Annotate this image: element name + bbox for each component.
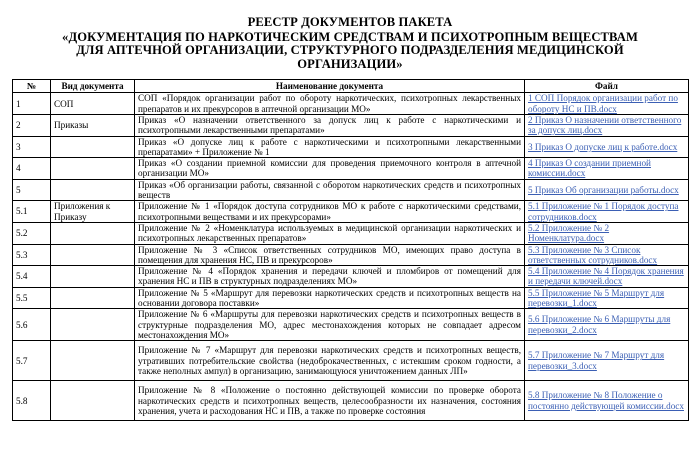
row-document-type [51,244,135,266]
row-number: 5.1 [13,201,51,223]
table-row [13,266,689,288]
row-document-name: Приложение № 5 «Маршрут для перевозки наркотических средств и психотропных веществ на основании договора поставки» [135,287,525,309]
row-document-type: Приложения к Приказу [51,201,135,223]
file-link-text[interactable]: 5.7 Приложение № 7 Маршрут для перевозки_3.docx [528,350,665,371]
registry-table-body [13,93,689,421]
row-number: 2 [13,114,51,136]
row-number: 5.8 [13,381,51,421]
file-link-text[interactable]: 5.2 Приложение № 2 Номенклатура.docx [528,222,610,244]
row-number: 5.3 [13,244,51,266]
row-document-type [51,158,135,180]
row-file-link[interactable] [525,381,689,421]
row-number: 5.4 [13,266,51,288]
row-file-link[interactable] [525,341,689,381]
row-document-name: Приложение № 2 «Номенклатура используемых в медицинской организации наркотических и психотропных лекарственных препаратов» [135,222,525,244]
row-document-name: Приложение № 1 «Порядок доступа сотрудников МО к работе с наркотическими средствами, психотропными веществами и их прекурсорами» [135,201,525,223]
title-line-3: ДЛЯ АПТЕЧНОЙ ОРГАНИЗАЦИИ, СТРУКТУРНОГО ПОДРАЗДЕЛЕНИЯ МЕДИЦИНСКОЙ [76,43,624,58]
row-file-link[interactable] [525,179,689,201]
column-header-num: № [13,80,51,93]
row-number: 5 [13,179,51,201]
table-row [13,93,689,115]
table-row [13,222,689,244]
row-file-link[interactable] [525,287,689,309]
column-header-type: Вид документа [51,80,135,93]
row-document-type: Приказы [51,114,135,136]
row-number: 1 [13,93,51,115]
row-document-name: СОП «Порядок организации работ по обороту наркотических, психотропных лекарственных препаратов и их прекурсоров в аптечной организации МО» [135,93,525,115]
table-row [13,201,689,223]
row-number: 3 [13,136,51,158]
registry-table [12,79,689,421]
row-document-name: Приложение № 7 «Маршрут для перевозки наркотических средств и психотропных веществ, утративших потребительские свойства (недоброкачественных, с истекшим сроком годности, а также неполных ампул) в организацию, занимающуюся уничтожением данных ЛП» [135,341,525,381]
row-document-type [51,222,135,244]
row-document-name: Приказ «О создании приемной комиссии для проведения приемочного контроля в аптечной организации МО» [135,158,525,180]
row-file-link[interactable] [525,201,689,223]
row-document-name: Приложение № 3 «Список ответственных сотрудников МО, имеющих право доступа в помещения для хранения НС, ПВ и прекурсоров» [135,244,525,266]
row-document-name: Приказ «Об организации работы, связанной с оборотом наркотических средств и психотропных веществ [135,179,525,201]
file-link-text[interactable]: 5.4 Приложение № 4 Порядок хранения и передачи ключей.docx [528,266,684,287]
table-row [13,341,689,381]
row-document-type [51,341,135,381]
row-document-type: СОП [51,93,135,115]
table-row [13,381,689,421]
file-link-text[interactable]: 5.1 Приложение № 1 Порядок доступа сотрудников.docx [528,201,679,222]
table-row [13,309,689,341]
row-file-link[interactable] [525,136,689,158]
file-link-text[interactable]: 2 Приказ О назначении ответственного за допуск лиц.docx [528,114,682,136]
file-link-text[interactable]: 4 Приказ О создании приемной комиссии.docx [528,158,651,179]
row-number: 5.6 [13,309,51,341]
file-link-text[interactable]: 5.6 Приложение № 6 Маршруты для перевозки_2.docx [528,314,671,335]
row-file-link[interactable] [525,222,689,244]
table-row [13,179,689,201]
column-header-file: Файл [525,80,689,93]
table-row [13,114,689,136]
row-document-type [51,309,135,341]
row-file-link[interactable] [525,266,689,288]
row-number: 4 [13,158,51,180]
title-line-2: «ДОКУМЕНТАЦИЯ ПО НАРКОТИЧЕСКИМ СРЕДСТВАМ И ПСИХОТРОПНЫМ ВЕЩЕСТВАМ [62,29,638,44]
row-document-name: Приложение № 6 «Маршруты для перевозки наркотических средств и психотропных веществ в структурные подразделения МО, адрес местонахождения которых не совпадает адресом местонахождения МО» [135,309,525,341]
file-link-text[interactable]: 5 Приказ Об организации работы.docx [528,184,679,195]
table-row [13,287,689,309]
file-link-text[interactable]: 3 Приказ О допуске лиц к работе.docx [528,141,678,152]
row-document-type [51,179,135,201]
file-link-text[interactable]: 5.8 Приложение № 8 Положение о постоянно действующей комиссии.docx [528,390,684,411]
row-number: 5.7 [13,341,51,381]
file-link-text[interactable]: 1 СОП Порядок организации работ по обороту НС и ПВ.docx [528,93,678,114]
row-file-link[interactable] [525,244,689,266]
table-row [13,244,689,266]
row-document-type [51,266,135,288]
row-document-name: Приказ «О назначении ответственного за допуск лиц к работе с наркотическими и психотропными лекарственными препаратами» [135,114,525,136]
column-header-name: Наименование документа [135,80,525,93]
document-title [12,16,688,71]
title-line-1: РЕЕСТР ДОКУМЕНТОВ ПАКЕТА [247,15,453,29]
row-file-link[interactable] [525,158,689,180]
row-file-link[interactable] [525,93,689,115]
table-header-row [13,80,689,93]
row-document-type [51,381,135,421]
row-document-name: Приложение № 4 «Порядок хранения и передачи ключей и пломбиров от помещений для хранения НС и ПВ в структурных подразделениях МО» [135,266,525,288]
file-link-text[interactable]: 5.3 Приложение № 3 Список ответственных сотрудников.docx [528,244,658,265]
row-document-name: Приказ «О допуске лиц к работе с наркотическими и психотропными лекарственными препаратами» + Приложение № 1 [135,136,525,158]
row-document-type [51,136,135,158]
row-number: 5.5 [13,287,51,309]
file-link-text[interactable]: 5.5 Приложение № 5 Маршрут для перевозки_1.docx [528,287,665,309]
row-file-link[interactable] [525,309,689,341]
table-row [13,158,689,180]
row-document-name: Приложение № 8 «Положение о постоянно действующей комиссии по проверке оборота наркотических средств и психотропных веществ, целесообразности их назначения, состояния хранения, учета и расходования НС и ПВ, а также по проверке состояния [135,381,525,421]
row-number: 5.2 [13,222,51,244]
row-file-link[interactable] [525,114,689,136]
title-line-4: ОРГАНИЗАЦИИ» [297,56,403,71]
table-row [13,136,689,158]
row-document-type [51,287,135,309]
